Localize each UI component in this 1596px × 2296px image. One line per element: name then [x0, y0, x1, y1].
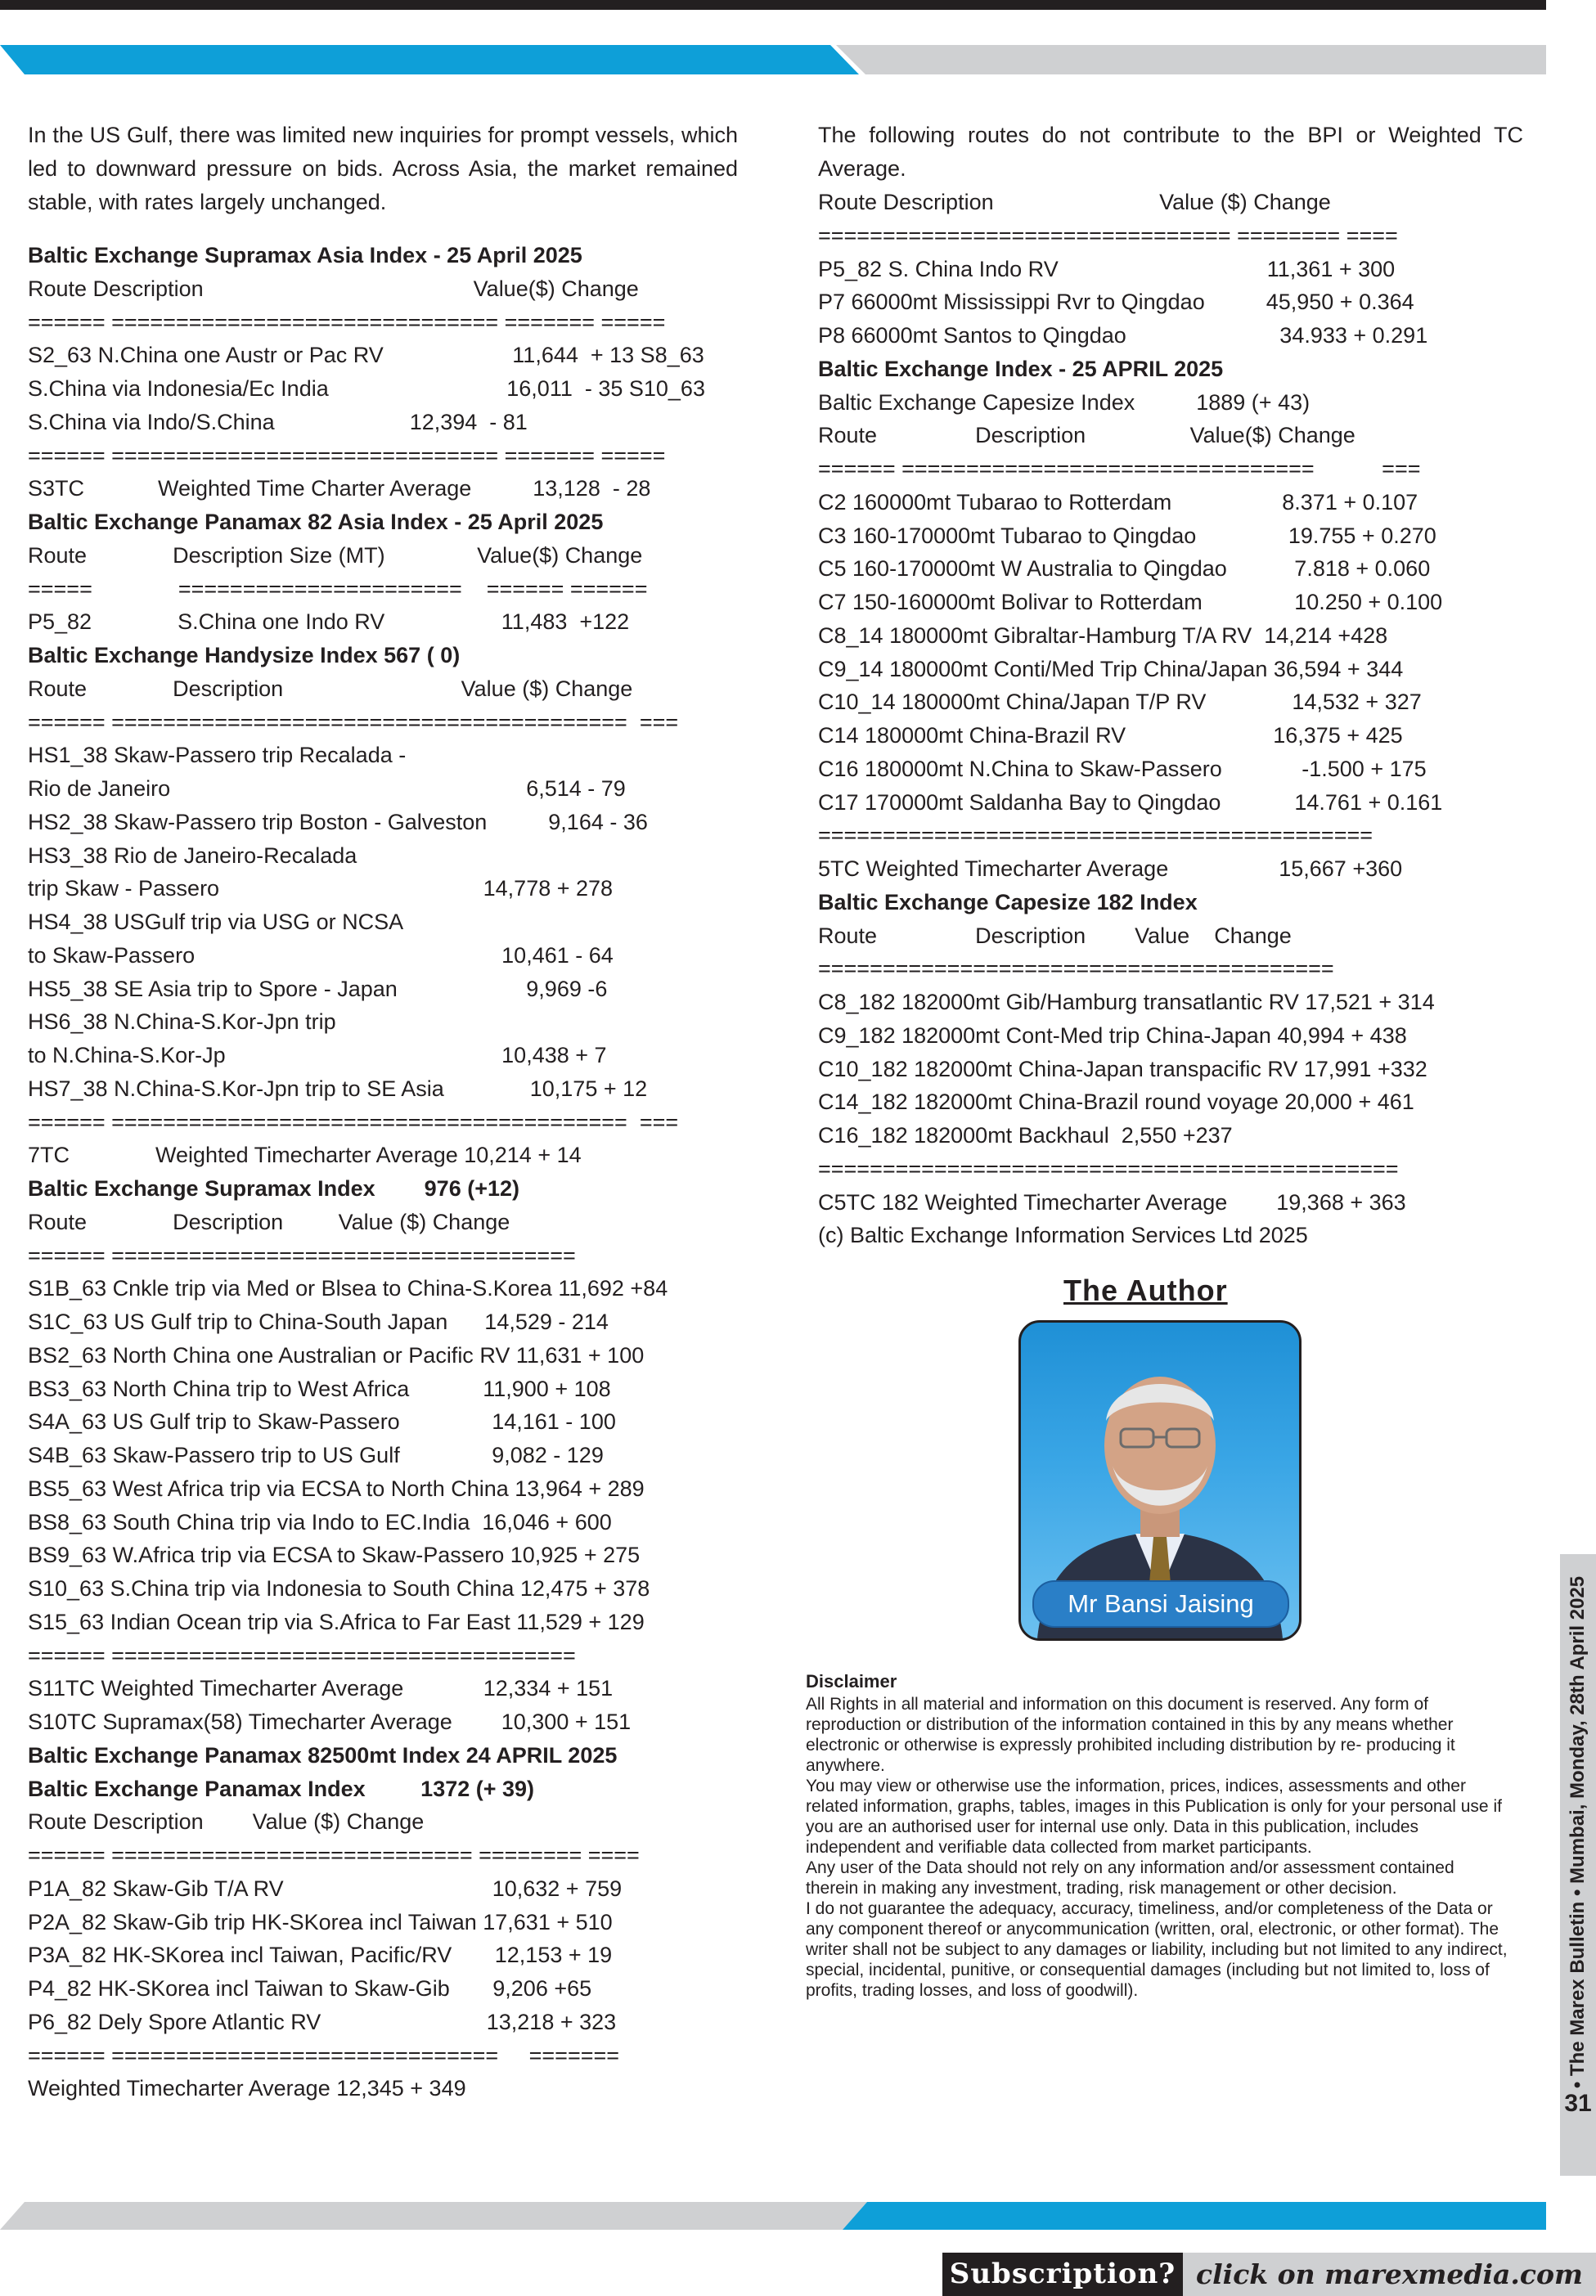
data-line: C16_182 182000mt Backhaul 2,550 +237: [818, 1123, 1233, 1148]
disclaimer-text: [806, 1694, 1509, 2001]
data-line: Baltic Exchange Panamax 82 Asia Index - 25 April 2025: [28, 510, 604, 534]
data-line: Route Description Value ($) Change: [28, 676, 633, 701]
data-line: P4_82 HK-SKorea incl Taiwan to Skaw-Gib 9,206 +65: [28, 1976, 592, 2001]
data-line: P2A_82 Skaw-Gib trip HK-SKorea incl Taiwan 17,631 + 510: [28, 1909, 613, 1934]
data-line: C17 170000mt Saldanha Bay to Qingdao 14.761 + 0.161: [818, 789, 1443, 815]
data-line: ========================================: [818, 956, 1334, 982]
data-line: Baltic Exchange Handysize Index 567 ( 0): [28, 643, 461, 667]
data-line: Baltic Exchange Index - 25 APRIL 2025: [818, 356, 1224, 381]
disclaimer-paragraph: Any user of the Data should not rely on any information and/or assessment contained therein in making any investment, trading, risk management or other decision.: [806, 1858, 1454, 1898]
data-line: BS3_63 North China trip to West Africa 11,900 + 108: [28, 1376, 611, 1401]
disclaimer-paragraph: I do not guarantee the adequacy, accuracy, timeliness, and/or completeness of the Data or any component thereof or anycommunication (written, oral, electronic, or other format). The writer shall not be subject to any damages or liability, including but not limited to any indirect, special, incidental, punitive, or consequential damages (including but not limited to, loss of profits, trading losses, and loss of goodwill).: [806, 1899, 1508, 2000]
data-line: HS6_38 N.China-S.Kor-Jpn trip: [28, 1009, 336, 1035]
data-line: C7 150-160000mt Bolivar to Rotterdam 10.250 + 0.100: [818, 590, 1443, 614]
data-line: to Skaw-Passero 10,461 - 64: [28, 942, 614, 968]
data-line: C16 180000mt N.China to Skaw-Passero -1.500 + 175: [818, 756, 1427, 781]
data-line: ===== ====================== ====== ======: [28, 576, 648, 601]
data-line: Weighted Timecharter Average 12,345 + 349: [28, 2076, 466, 2101]
data-line: Baltic Exchange Supramax Asia Index - 25 April 2025: [28, 243, 582, 267]
data-line: C9_14 180000mt Conti/Med Trip China/Japan 36,594 + 344: [818, 656, 1404, 681]
data-line: P3A_82 HK-SKorea incl Taiwan, Pacific/RV 12,153 + 19: [28, 1943, 613, 1968]
data-line: C3 160-170000mt Tubarao to Qingdao 19.755 + 0.270: [818, 523, 1436, 548]
data-line: S15_63 Indian Ocean trip via S.Africa to Far East 11,529 + 129: [28, 1609, 645, 1634]
top-border: [0, 0, 1546, 10]
data-line: C9_182 182000mt Cont-Med trip China-Japan 40,994 + 438: [818, 1022, 1407, 1048]
data-line: Route Description Value($) Change: [28, 276, 639, 301]
data-line: Route Description Value($) Change: [818, 423, 1355, 448]
data-line: C14 180000mt China-Brazil RV 16,375 + 425: [818, 723, 1403, 748]
data-line: HS4_38 USGulf trip via USG or NCSA: [28, 910, 404, 934]
author-heading: The Author: [1063, 1274, 1228, 1307]
data-line: C5 160-170000mt W Australia to Qingdao 7.818 + 0.060: [818, 556, 1431, 582]
data-line: ================================ ======== ====: [818, 222, 1398, 248]
data-line: P7 66000mt Mississippi Rvr to Qingdao 45,950 + 0.364: [818, 290, 1414, 315]
data-line: P5_82 S.China one Indo RV 11,483 +122: [28, 609, 630, 635]
data-line: C5TC 182 Weighted Timecharter Average 19,368 + 363: [818, 1189, 1406, 1215]
data-line: ====== ====================================: [28, 1642, 576, 1668]
data-line: Rio de Janeiro 6,514 - 79: [28, 776, 626, 801]
data-line: Route Description Value ($) Change: [818, 190, 1331, 214]
intro-paragraph-left: In the US Gulf, there was limited new inquiries for prompt vessels, which led to downward pressure on bids. Across Asia, the market remained stable, with rates largely unchanged.: [28, 123, 738, 214]
data-line: Baltic Exchange Capesize Index 1889 (+ 43): [818, 389, 1311, 415]
data-line: S2_63 N.China one Austr or Pac RV 11,644 + 13 S8_63: [28, 343, 704, 368]
data-line: S1B_63 Cnkle trip via Med or Blsea to China-S.Korea 11,692 +84: [28, 1276, 668, 1301]
data-line: Route Description Size (MT) Value($) Change: [28, 542, 643, 568]
subscription-link[interactable]: click on marexmedia.com: [1183, 2253, 1596, 2296]
data-line: S.China via Indo/S.China 12,394 - 81: [28, 409, 528, 434]
data-line: ====== ====================================: [28, 1242, 576, 1268]
data-line: HS1_38 Skaw-Passero trip Recalada -: [28, 743, 407, 768]
data-line: BS2_63 North China one Australian or Pacific RV 11,631 + 100: [28, 1342, 645, 1368]
data-line: S10_63 S.China trip via Indonesia to South China 12,475 + 378: [28, 1576, 650, 1601]
data-line: ===========================================: [818, 823, 1373, 848]
data-line: C8_182 182000mt Gib/Hamburg transatlantic RV 17,521 + 314: [818, 990, 1435, 1014]
data-line: P5_82 S. China Indo RV 11,361 + 300: [818, 256, 1396, 281]
disclaimer-title: Disclaimer: [806, 1671, 897, 1692]
data-line: Route Description Value ($) Change: [28, 1209, 510, 1234]
disclaimer-paragraph: All Rights in all material and information on this document is reserved. Any form of reproduction or distribution of the information contained in this by any means whether electronic or otherwise is expressly prohibited including distribution by re- producing it anywhere.: [806, 1695, 1455, 1775]
footer-stripe-blue: [843, 2202, 1546, 2230]
side-publication-label: • The Marex Bulletin • Mumbai, Monday, 28th April 2025: [1567, 1575, 1589, 2089]
data-line: C2 160000mt Tubarao to Rotterdam 8.371 + 0.107: [818, 489, 1418, 514]
author-name-badge: Mr Bansi Jaising: [1032, 1580, 1289, 1628]
data-line: S10TC Supramax(58) Timecharter Average 10,300 + 151: [28, 1710, 632, 1734]
data-line: ====== ======================================== ===: [28, 709, 679, 735]
page-number: 31: [1564, 2090, 1592, 2117]
data-line: S11TC Weighted Timecharter Average 12,334 + 151: [28, 1676, 614, 1701]
data-line: Route Description Value ($) Change: [28, 1809, 425, 1835]
data-line: 7TC Weighted Timecharter Average 10,214 + 14: [28, 1143, 582, 1168]
data-line: S.China via Indonesia/Ec India 16,011 - 35 S10_63: [28, 376, 705, 401]
data-line: (c) Baltic Exchange Information Services Ltd 2025: [818, 1223, 1308, 1248]
data-line: S1C_63 US Gulf trip to China-South Japan 14,529 - 214: [28, 1310, 609, 1334]
data-line: C10_14 180000mt China/Japan T/P RV 14,532 + 327: [818, 690, 1422, 715]
data-line: HS2_38 Skaw-Passero trip Boston - Galveston 9,164 - 36: [28, 809, 648, 834]
data-line: Baltic Exchange Panamax Index 1372 (+ 39): [28, 1776, 535, 1801]
data-line: HS3_38 Rio de Janeiro-Recalada: [28, 842, 357, 868]
data-line: HS7_38 N.China-S.Kor-Jpn trip to SE Asia 10,175 + 12: [28, 1076, 648, 1101]
data-line: C14_182 182000mt China-Brazil round voyage 20,000 + 461: [818, 1090, 1414, 1115]
data-line: P8 66000mt Santos to Qingdao 34.933 + 0.291: [818, 323, 1428, 348]
footer-stripe-grey: [0, 2202, 867, 2230]
data-line: S4A_63 US Gulf trip to Skaw-Passero 14,161 - 100: [28, 1409, 616, 1435]
data-line: Route Description Value Change: [818, 923, 1292, 948]
data-line: S3TC Weighted Time Charter Average 13,128 - 28: [28, 476, 651, 501]
data-line: BS8_63 South China trip via Indo to EC.India 16,046 + 600: [28, 1509, 612, 1534]
data-line: to N.China-S.Kor-Jp 10,438 + 7: [28, 1043, 607, 1067]
data-line: ====== ============================== ======= =====: [28, 309, 666, 335]
data-line: ====== ============================ ======== ====: [28, 1843, 640, 1867]
disclaimer-paragraph: You may view or otherwise use the information, prices, indices, assessments and other related information, graphs, tables, images in this Publication is only for your personal use if you are an authorised user for internal use only. Data in this publication, includes independent and verifiable data collected from market participants.: [806, 1777, 1502, 1857]
data-line: HS5_38 SE Asia trip to Spore - Japan 9,969 -6: [28, 976, 608, 1001]
intro-paragraph-right: The following routes do not contribute to the BPI or Weighted TC Average.: [818, 123, 1523, 181]
data-line: BS5_63 West Africa trip via ECSA to North China 13,964 + 289: [28, 1476, 645, 1501]
data-line: trip Skaw - Passero 14,778 + 278: [28, 876, 614, 901]
data-line: P1A_82 Skaw-Gib T/A RV 10,632 + 759: [28, 1876, 623, 1901]
data-line: ====== ================================ ===: [818, 456, 1421, 481]
header-stripe-grey: [836, 45, 1546, 74]
data-line: ====== ============================== ======= =====: [28, 443, 666, 468]
data-line: 5TC Weighted Timecharter Average 15,667 +360: [818, 856, 1403, 881]
data-line: Baltic Exchange Capesize 182 Index: [818, 889, 1198, 914]
data-line: ====== ======================================== ===: [28, 1109, 679, 1135]
data-line: BS9_63 W.Africa trip via ECSA to Skaw-Passero 10,925 + 275: [28, 1543, 641, 1568]
subscription-label: Subscription?: [942, 2253, 1183, 2296]
data-line: Baltic Exchange Supramax Index 976 (+12): [28, 1176, 520, 1201]
header-stripe-blue: [0, 45, 859, 74]
data-line: Baltic Exchange Panamax 82500mt Index 24 APRIL 2025: [28, 1742, 618, 1768]
data-line: S4B_63 Skaw-Passero trip to US Gulf 9,082 - 129: [28, 1443, 604, 1467]
data-line: =============================================: [818, 1156, 1399, 1181]
data-line: ====== ============================== =======: [28, 2042, 620, 2068]
data-line: P6_82 Dely Spore Atlantic RV 13,218 + 323: [28, 2009, 617, 2034]
data-line: C8_14 180000mt Gibraltar-Hamburg T/A RV 14,214 +428: [818, 622, 1388, 648]
data-line: C10_182 182000mt China-Japan transpacific RV 17,991 +332: [818, 1056, 1427, 1081]
